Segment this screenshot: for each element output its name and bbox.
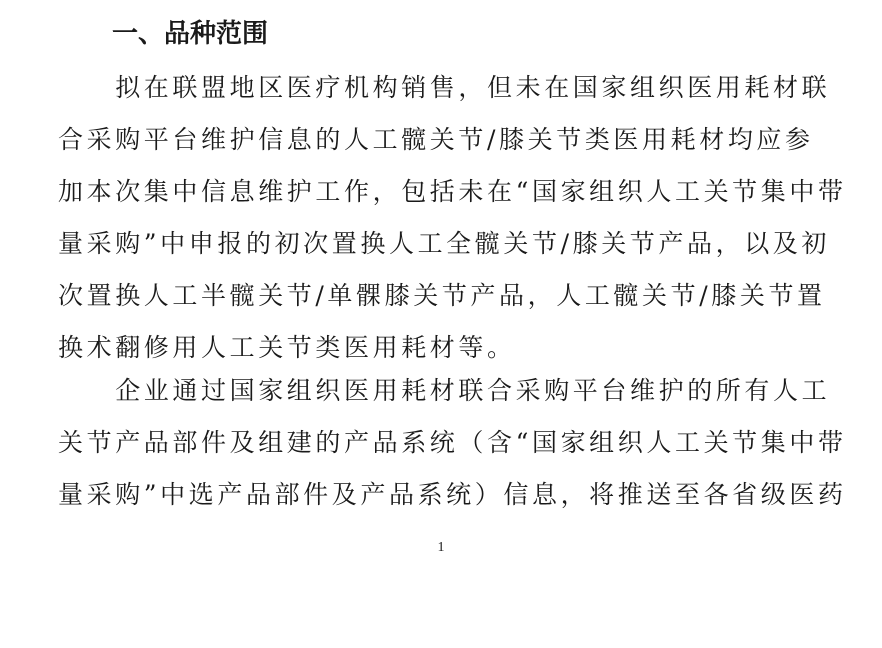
paragraph-maintenance: [58, 365, 847, 521]
paragraph-line: 换术翻修用人工关节类医用耗材等。: [58, 333, 516, 362]
paragraph-line: 关节产品部件及组建的产品系统（含“国家组织人工关节集中带: [58, 428, 847, 457]
paragraph-line: 量采购”中申报的初次置换人工全髋关节/膝关节产品，以及初: [58, 229, 831, 258]
paragraph-scope: [58, 62, 847, 374]
paragraph-line: 加本次集中信息维护工作，包括未在“国家组织人工关节集中带: [58, 177, 847, 206]
page-number: 1: [437, 540, 445, 555]
paragraph-line: 次置换人工半髋关节/单髁膝关节产品，人工髋关节/膝关节置: [58, 281, 826, 310]
section-heading: 一、品种范围: [112, 19, 269, 49]
paragraph-line: 量采购”中选产品部件及产品系统）信息，将推送至各省级医药: [58, 480, 847, 509]
paragraph-line: 合采购平台维护信息的人工髋关节/膝关节类医用耗材均应参: [58, 125, 814, 154]
paragraph-line: 拟在联盟地区医疗机构销售，但未在国家组织医用耗材联: [58, 73, 831, 102]
paragraph-line: 企业通过国家组织医用耗材联合采购平台维护的所有人工: [58, 376, 831, 405]
